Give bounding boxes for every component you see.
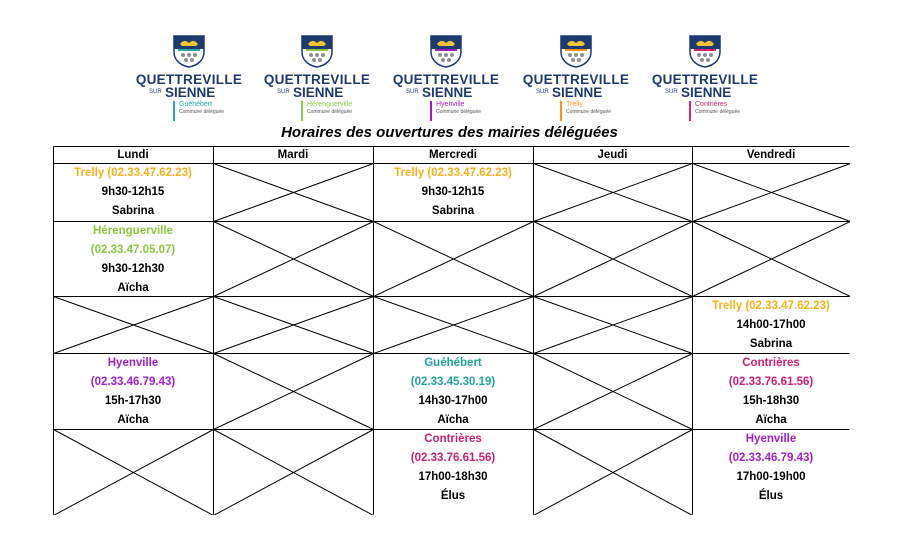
logo-commune-desc: Commune déléguée — [179, 109, 225, 115]
shield-icon — [429, 34, 463, 68]
cell-phone: (02.33.45.30.19) — [410, 376, 496, 388]
commune-logo — [512, 26, 640, 124]
logo-title: QUETTREVILLE — [263, 72, 371, 87]
cell-staff: Sabrina — [431, 205, 475, 217]
cell-staff: Aïcha — [117, 414, 149, 426]
shield-icon — [559, 34, 593, 68]
cell-place: Guéhébert — [424, 357, 482, 369]
cell-hours: 9h30-12h15 — [421, 186, 485, 198]
cell-staff: Aïcha — [755, 414, 787, 426]
schedule-cell — [373, 164, 533, 221]
page-title: Horaires des ouvertures des mairies déléguées — [281, 124, 618, 141]
logo-commune-desc: Commune déléguée — [436, 109, 482, 115]
commune-logo — [382, 26, 510, 124]
logo-commune: Trelly — [566, 101, 583, 108]
cell-hours: 15h-18h30 — [742, 395, 800, 407]
cell-hours: 17h00-19h00 — [736, 471, 806, 483]
cell-hours: 14h00-17h00 — [736, 319, 806, 331]
day-header: Mercredi — [429, 149, 477, 161]
cell-phone: (02.33.46.79.43) — [728, 452, 814, 464]
shield-icon — [300, 34, 334, 68]
cell-place: Contrières — [742, 357, 800, 369]
logo-commune: Contrières — [695, 101, 728, 108]
schedule-cell — [692, 354, 850, 430]
logo-commune-desc: Commune déléguée — [307, 109, 353, 115]
cell-place: Hérenguerville — [93, 225, 173, 237]
cell-place: Contrières — [424, 433, 482, 445]
schedule-cell — [373, 354, 533, 430]
logo-sienne: SIENNE — [422, 85, 473, 100]
day-header: Jeudi — [597, 149, 628, 161]
cell-phone: (02.33.47.05.07) — [90, 244, 176, 256]
commune-logo — [641, 26, 769, 124]
schedule-cell — [692, 297, 850, 354]
logo-sur: SUR — [665, 89, 678, 95]
commune-logo — [125, 26, 253, 124]
cell-hours: 15h-17h30 — [104, 395, 162, 407]
day-header: Lundi — [117, 149, 149, 161]
logo-sur: SUR — [406, 89, 419, 95]
logo-sienne: SIENNE — [293, 85, 344, 100]
cell-staff: Élus — [758, 490, 784, 502]
cell-place: Trelly (02.33.47.62.23) — [74, 167, 192, 179]
logo-sur: SUR — [149, 89, 162, 95]
schedule-cell — [53, 222, 213, 298]
cell-staff: Aïcha — [117, 282, 149, 294]
cell-phone: (02.33.76.61.56) — [410, 452, 496, 464]
logo-commune-desc: Commune déléguée — [695, 109, 741, 115]
logo-title: QUETTREVILLE — [651, 72, 759, 87]
cell-staff: Sabrina — [111, 205, 155, 217]
cell-hours: 17h00-18h30 — [418, 471, 488, 483]
cell-place: Hyenville — [107, 357, 159, 369]
cell-hours: 14h30-17h00 — [418, 395, 488, 407]
logos-row — [125, 26, 768, 124]
schedule-cell — [53, 164, 213, 221]
shield-icon — [172, 34, 206, 68]
logo-commune: Guéhébert — [179, 101, 213, 108]
cell-hours: 9h30-12h30 — [101, 263, 165, 275]
cell-phone: (02.33.76.61.56) — [728, 376, 814, 388]
cell-place: Trelly (02.33.47.62.23) — [394, 167, 512, 179]
cell-staff: Aïcha — [437, 414, 469, 426]
logo-sur: SUR — [536, 89, 549, 95]
logo-title: QUETTREVILLE — [522, 72, 630, 87]
logo-sienne: SIENNE — [165, 85, 216, 100]
commune-logo — [253, 26, 381, 124]
cell-hours: 9h30-12h15 — [101, 186, 165, 198]
cell-staff: Élus — [440, 490, 466, 502]
logo-sienne: SIENNE — [681, 85, 732, 100]
schedule-cell — [53, 354, 213, 430]
cell-place: Hyenville — [745, 433, 797, 445]
logo-title: QUETTREVILLE — [392, 72, 500, 87]
logo-commune: Hyenville — [436, 101, 465, 108]
schedule-cell — [373, 430, 533, 506]
cell-place: Trelly (02.33.47.62.23) — [712, 300, 830, 312]
logo-sienne: SIENNE — [552, 85, 603, 100]
schedule-cell — [692, 430, 850, 506]
cell-phone: (02.33.46.79.43) — [90, 376, 176, 388]
day-header: Vendredi — [746, 149, 796, 161]
logo-sur: SUR — [277, 89, 290, 95]
logo-commune-desc: Commune déléguée — [566, 109, 612, 115]
day-header: Mardi — [277, 149, 309, 161]
logo-title: QUETTREVILLE — [135, 72, 243, 87]
schedule-table — [53, 146, 850, 515]
shield-icon — [688, 34, 722, 68]
cell-staff: Sabrina — [749, 338, 793, 350]
logo-commune: Hérenguerville — [307, 101, 353, 108]
